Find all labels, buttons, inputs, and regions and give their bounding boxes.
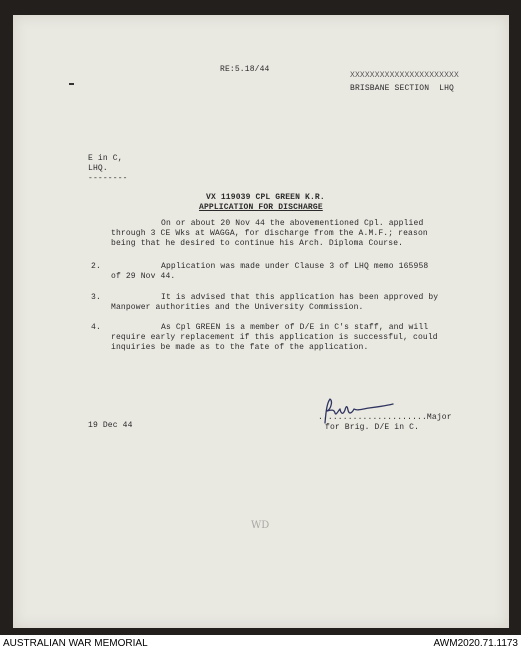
addressee-underline: -------- [88, 174, 128, 183]
addressee-line-2: LHQ. [88, 164, 108, 173]
paragraph-4-line-3: inquiries be made as to the fate of the application. [111, 343, 369, 352]
pencil-annotation: WD [251, 520, 270, 531]
paragraph-4-line-2: require early replacement if this application is successful, could [111, 333, 438, 342]
addressee-line-1: E in C, [88, 154, 123, 163]
document-page [13, 15, 509, 628]
signature-for-line: for Brig. D/E in C. [325, 423, 420, 432]
paragraph-4-line-1: As Cpl GREEN is a member of D/E in C's staff, and will [161, 323, 429, 332]
paragraph-2-number: 2. [91, 262, 101, 271]
paragraph-2-line-1: Application was made under Clause 3 of LHQ memo 165958 [161, 262, 429, 271]
subject-line-1: VX 119039 CPL GREEN K.R. [206, 193, 325, 202]
reference-number: RE:5.18/44 [220, 65, 270, 74]
footer-accession-number: AWM2020.71.1173 [433, 638, 518, 649]
section-heading: BRISBANE SECTION LHQ [350, 84, 454, 93]
paragraph-3-line-2: Manpower authorities and the University Commission. [111, 303, 364, 312]
paragraph-1-line-3: being that he desired to continue his Arch. Diploma Course. [111, 239, 404, 248]
paragraph-1-line-1: On or about 20 Nov 44 the abovementioned Cpl. applied [161, 219, 424, 228]
signature-dotted-line: ......................Major [318, 413, 452, 422]
subject-line-2: APPLICATION FOR DISCHARGE [199, 203, 323, 212]
struck-through-line: XXXXXXXXXXXXXXXXXXXXXX [350, 71, 459, 80]
punch-mark [69, 83, 74, 85]
paragraph-4-number: 4. [91, 323, 101, 332]
archive-footer [0, 635, 521, 653]
document-date: 19 Dec 44 [88, 421, 133, 430]
footer-institution: AUSTRALIAN WAR MEMORIAL [3, 638, 148, 649]
paragraph-1-line-2: through 3 CE Wks at WAGGA, for discharge from the A.M.F.; reason [111, 229, 428, 238]
paragraph-2-line-2: of 29 Nov 44. [111, 272, 176, 281]
paragraph-3-line-1: It is advised that this application has been approved by [161, 293, 439, 302]
paragraph-3-number: 3. [91, 293, 101, 302]
